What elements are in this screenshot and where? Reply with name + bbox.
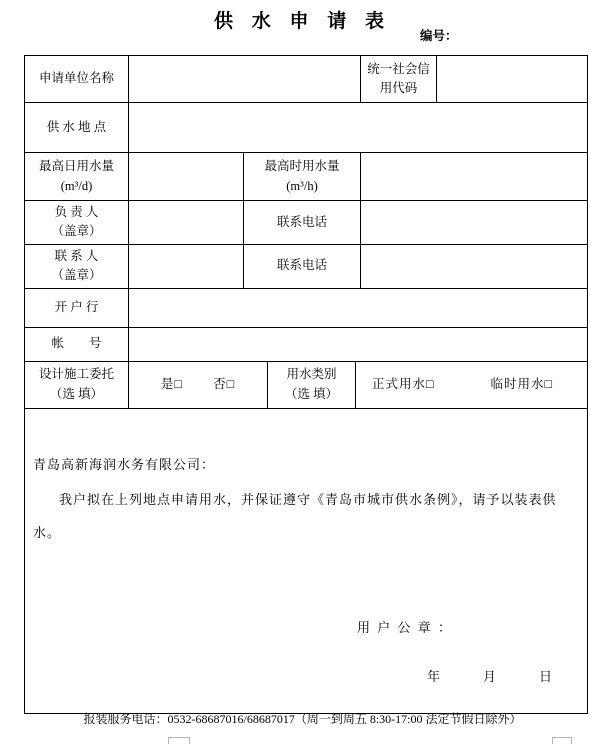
water-type-options-cell (356, 361, 588, 408)
row-applicant-name (25, 56, 588, 103)
max-hourly-unit: (m³/h) (286, 178, 318, 193)
credit-code-label (361, 56, 437, 103)
design-optional-note: （选 填） (49, 386, 104, 401)
max-hourly-label (244, 153, 361, 201)
statement-body: 我户拟在上列地点申请用水，并保证遵守《青岛市城市供水条例》，请予以装表供水。 (33, 491, 557, 540)
bank-label-text: 开 户 行 (54, 299, 99, 314)
responsible-phone-label (244, 201, 361, 245)
supply-location-label (25, 103, 129, 153)
statement-company-line: 青岛高新海润水务有限公司： (33, 456, 216, 472)
date-line: 年 月 日 (426, 668, 553, 684)
row-account (25, 327, 588, 361)
row-bank (25, 288, 588, 327)
row-contact-person (25, 244, 588, 288)
contact-name-field[interactable] (129, 244, 244, 288)
applicant-name-field[interactable] (129, 56, 361, 103)
row-statement (25, 408, 588, 713)
design-label-text: 设计施工委托 (38, 367, 114, 382)
max-daily-label (25, 153, 129, 201)
application-table (24, 55, 588, 714)
service-phone-footer: 报装服务电话：0532-68687016/68687017（周一到周五 8:30-17:00 法定节假日除外） (83, 712, 522, 726)
user-seal-label: 用 户 公 章 ： (357, 619, 454, 635)
partial-box-left (168, 737, 190, 744)
max-hourly-label-text: 最高时用水量 (264, 159, 340, 174)
contact-label-text: 联 系 人 (54, 248, 99, 263)
supply-location-field[interactable] (129, 103, 588, 153)
no-checkbox-option[interactable]: 否□ (213, 376, 236, 391)
contact-seal-note: （盖章） (51, 268, 102, 283)
responsible-seal-note: （盖章） (51, 224, 102, 239)
page-title: 供 水 申 请 表 (213, 11, 391, 32)
contact-label (25, 244, 129, 288)
row-responsible-person (25, 201, 588, 245)
statement-area (27, 411, 585, 711)
credit-code-label-text: 统一社会信用代码 (367, 61, 430, 95)
account-label (25, 327, 129, 361)
responsible-phone-field[interactable] (361, 201, 588, 245)
yes-checkbox-option[interactable]: 是□ (160, 376, 183, 391)
applicant-name-label-text: 申请单位名称 (38, 71, 114, 86)
responsible-label-text: 负 责 人 (54, 205, 99, 219)
water-type-label-text: 用水类别 (286, 367, 337, 382)
row-design-and-type (25, 361, 588, 408)
max-daily-field[interactable] (129, 153, 244, 201)
bank-field[interactable] (129, 288, 588, 327)
temporary-water-checkbox-option[interactable]: 临时用水□ (490, 376, 553, 391)
statement-cell (25, 408, 588, 713)
applicant-name-label (25, 56, 129, 103)
credit-code-field[interactable] (437, 56, 588, 103)
contact-phone-label (244, 244, 361, 288)
supply-location-label-text: 供 水 地 点 (46, 119, 107, 134)
serial-number-label: 编号： (420, 29, 458, 43)
design-options-cell (129, 361, 268, 408)
max-daily-unit: (m³/d) (60, 178, 93, 193)
row-max-usage (25, 153, 588, 201)
row-supply-location (25, 103, 588, 153)
bank-label (25, 288, 129, 327)
design-label (25, 361, 129, 408)
responsible-phone-label-text: 联系电话 (276, 214, 327, 229)
water-type-optional-note: （选 填） (284, 386, 339, 401)
account-label-text: 帐 号 (51, 336, 102, 351)
contact-phone-label-text: 联系电话 (276, 258, 327, 273)
responsible-label (25, 201, 129, 245)
water-type-label (268, 361, 356, 408)
formal-water-checkbox-option[interactable]: 正式用水□ (372, 376, 435, 391)
responsible-name-field[interactable] (129, 201, 244, 245)
partial-box-right (552, 737, 572, 744)
account-field[interactable] (129, 327, 588, 361)
contact-phone-field[interactable] (361, 244, 588, 288)
max-daily-label-text: 最高日用水量 (38, 159, 114, 174)
max-hourly-field[interactable] (361, 153, 588, 201)
